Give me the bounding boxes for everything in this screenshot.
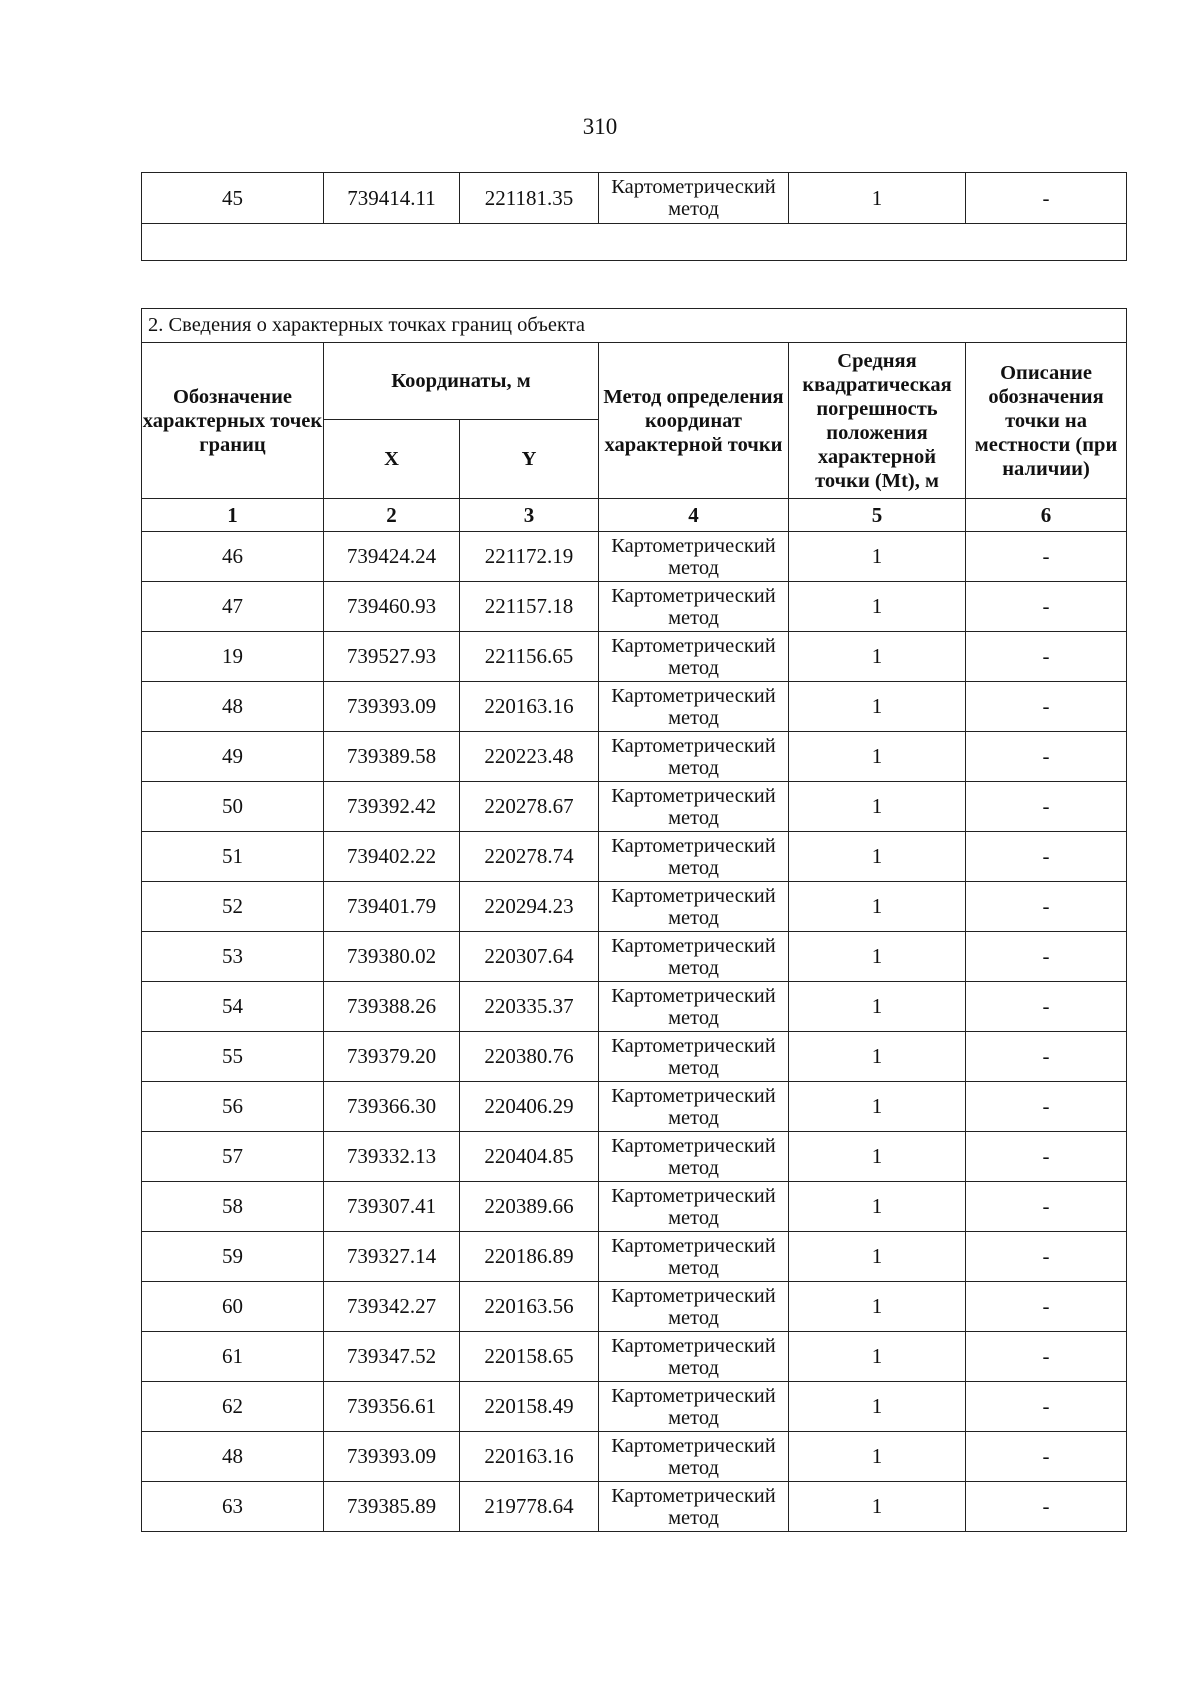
y-coordinate-cell: 220163.56	[460, 1282, 599, 1332]
y-coordinate-cell: 220294.23	[460, 882, 599, 932]
y-coordinate-cell: 220380.76	[460, 1032, 599, 1082]
x-coordinate-cell: 739356.61	[324, 1382, 460, 1432]
table-row	[142, 1482, 1127, 1532]
method-cell: Картометрический метод	[599, 173, 789, 224]
method-cell: Картометрический метод	[599, 1132, 789, 1182]
table-row	[142, 1232, 1127, 1282]
error-cell: 1	[789, 882, 966, 932]
description-cell: -	[966, 1332, 1127, 1382]
x-coordinate-cell: 739379.20	[324, 1032, 460, 1082]
description-cell: -	[966, 832, 1127, 882]
x-coordinate-cell: 739527.93	[324, 632, 460, 682]
x-coordinate-cell: 739424.24	[324, 532, 460, 582]
y-coordinate-cell: 221156.65	[460, 632, 599, 682]
x-coordinate-cell: 739342.27	[324, 1282, 460, 1332]
header-method: Метод определения координат характерной точки	[599, 343, 789, 499]
column-number: 2	[324, 499, 460, 532]
point-id-cell: 61	[142, 1332, 324, 1382]
description-cell: -	[966, 1232, 1127, 1282]
header-y: Y	[460, 420, 599, 499]
error-cell: 1	[789, 1182, 966, 1232]
blank-cell	[142, 224, 1127, 261]
description-cell: -	[966, 1432, 1127, 1482]
method-cell: Картометрический метод	[599, 882, 789, 932]
x-coordinate-cell: 739327.14	[324, 1232, 460, 1282]
point-id-cell: 63	[142, 1482, 324, 1532]
table-row	[142, 932, 1127, 982]
column-number: 1	[142, 499, 324, 532]
error-cell: 1	[789, 1132, 966, 1182]
table-row	[142, 1282, 1127, 1332]
method-cell: Картометрический метод	[599, 1232, 789, 1282]
description-cell: -	[966, 1082, 1127, 1132]
x-coordinate-cell: 739414.11	[324, 173, 460, 224]
x-coordinate-cell: 739393.09	[324, 1432, 460, 1482]
point-id-cell: 48	[142, 682, 324, 732]
table-row	[142, 832, 1127, 882]
x-coordinate-cell: 739460.93	[324, 582, 460, 632]
description-cell: -	[966, 173, 1127, 224]
table-row	[142, 982, 1127, 1032]
description-cell: -	[966, 632, 1127, 682]
column-number: 4	[599, 499, 789, 532]
method-cell: Картометрический метод	[599, 782, 789, 832]
y-coordinate-cell: 220186.89	[460, 1232, 599, 1282]
y-coordinate-cell: 220335.37	[460, 982, 599, 1032]
error-cell: 1	[789, 982, 966, 1032]
point-id-cell: 51	[142, 832, 324, 882]
section-caption: 2. Сведения о характерных точках границ объекта	[142, 309, 1127, 343]
error-cell: 1	[789, 1432, 966, 1482]
description-cell: -	[966, 532, 1127, 582]
method-cell: Картометрический метод	[599, 1482, 789, 1532]
description-cell: -	[966, 882, 1127, 932]
error-cell: 1	[789, 782, 966, 832]
x-coordinate-cell: 739401.79	[324, 882, 460, 932]
error-cell: 1	[789, 1282, 966, 1332]
point-id-cell: 48	[142, 1432, 324, 1482]
method-cell: Картометрический метод	[599, 632, 789, 682]
method-cell: Картометрический метод	[599, 1032, 789, 1082]
point-id-cell: 45	[142, 173, 324, 224]
description-cell: -	[966, 1482, 1127, 1532]
table-row	[142, 882, 1127, 932]
point-id-cell: 53	[142, 932, 324, 982]
method-cell: Картометрический метод	[599, 982, 789, 1032]
description-cell: -	[966, 1282, 1127, 1332]
table-row	[142, 1432, 1127, 1482]
header-description: Описание обозначения точки на местности (при наличии)	[966, 343, 1127, 499]
error-cell: 1	[789, 832, 966, 882]
method-cell: Картометрический метод	[599, 932, 789, 982]
table-body	[142, 532, 1127, 1532]
description-cell: -	[966, 1382, 1127, 1432]
x-coordinate-cell: 739347.52	[324, 1332, 460, 1382]
section-caption-row	[142, 309, 1127, 343]
point-id-cell: 55	[142, 1032, 324, 1082]
method-cell: Картометрический метод	[599, 1332, 789, 1382]
column-number: 5	[789, 499, 966, 532]
header-designation: Обозначение характерных точек границ	[142, 343, 324, 499]
error-cell: 1	[789, 932, 966, 982]
table-row	[142, 173, 1127, 224]
table-row	[142, 1032, 1127, 1082]
description-cell: -	[966, 582, 1127, 632]
method-cell: Картометрический метод	[599, 1082, 789, 1132]
y-coordinate-cell: 221172.19	[460, 532, 599, 582]
method-cell: Картометрический метод	[599, 732, 789, 782]
description-cell: -	[966, 782, 1127, 832]
point-id-cell: 19	[142, 632, 324, 682]
page-number: 310	[582, 114, 618, 139]
x-coordinate-cell: 739393.09	[324, 682, 460, 732]
error-cell: 1	[789, 582, 966, 632]
method-cell: Картометрический метод	[599, 582, 789, 632]
point-id-cell: 62	[142, 1382, 324, 1432]
error-cell: 1	[789, 732, 966, 782]
y-coordinate-cell: 220307.64	[460, 932, 599, 982]
table-row	[142, 732, 1127, 782]
table-row	[142, 1382, 1127, 1432]
y-coordinate-cell: 219778.64	[460, 1482, 599, 1532]
table-row	[142, 782, 1127, 832]
point-id-cell: 54	[142, 982, 324, 1032]
x-coordinate-cell: 739389.58	[324, 732, 460, 782]
column-number: 3	[460, 499, 599, 532]
column-number: 6	[966, 499, 1127, 532]
error-cell: 1	[789, 632, 966, 682]
table-row	[142, 632, 1127, 682]
point-id-cell: 60	[142, 1282, 324, 1332]
y-coordinate-cell: 220406.29	[460, 1082, 599, 1132]
description-cell: -	[966, 732, 1127, 782]
method-cell: Картометрический метод	[599, 1282, 789, 1332]
header-row	[142, 343, 1127, 420]
x-coordinate-cell: 739385.89	[324, 1482, 460, 1532]
description-cell: -	[966, 982, 1127, 1032]
table-row	[142, 532, 1127, 582]
y-coordinate-cell: 220223.48	[460, 732, 599, 782]
x-coordinate-cell: 739402.22	[324, 832, 460, 882]
description-cell: -	[966, 1132, 1127, 1182]
point-id-cell: 57	[142, 1132, 324, 1182]
table-row	[142, 1132, 1127, 1182]
x-coordinate-cell: 739366.30	[324, 1082, 460, 1132]
method-cell: Картометрический метод	[599, 1182, 789, 1232]
table-row	[142, 682, 1127, 732]
x-coordinate-cell: 739388.26	[324, 982, 460, 1032]
description-cell: -	[966, 682, 1127, 732]
header-error: Средняя квадратическая погрешность положения характерной точки (Mt), м	[789, 343, 966, 499]
error-cell: 1	[789, 1232, 966, 1282]
error-cell: 1	[789, 1082, 966, 1132]
y-coordinate-cell: 220158.49	[460, 1382, 599, 1432]
method-cell: Картометрический метод	[599, 1382, 789, 1432]
point-id-cell: 47	[142, 582, 324, 632]
header-x: X	[324, 420, 460, 499]
table-row	[142, 582, 1127, 632]
point-id-cell: 49	[142, 732, 324, 782]
method-cell: Картометрический метод	[599, 832, 789, 882]
y-coordinate-cell: 220278.67	[460, 782, 599, 832]
point-id-cell: 46	[142, 532, 324, 582]
description-cell: -	[966, 932, 1127, 982]
header-coordinates: Координаты, м	[324, 343, 599, 420]
point-id-cell: 52	[142, 882, 324, 932]
x-coordinate-cell: 739307.41	[324, 1182, 460, 1232]
table-row	[142, 1182, 1127, 1232]
y-coordinate-cell: 220158.65	[460, 1332, 599, 1382]
blank-row	[142, 224, 1127, 261]
error-cell: 1	[789, 1482, 966, 1532]
error-cell: 1	[789, 682, 966, 732]
y-coordinate-cell: 221181.35	[460, 173, 599, 224]
method-cell: Картометрический метод	[599, 1432, 789, 1482]
error-cell: 1	[789, 173, 966, 224]
boundary-points-table	[141, 308, 1127, 1532]
y-coordinate-cell: 220163.16	[460, 682, 599, 732]
method-cell: Картометрический метод	[599, 682, 789, 732]
x-coordinate-cell: 739392.42	[324, 782, 460, 832]
error-cell: 1	[789, 1332, 966, 1382]
error-cell: 1	[789, 1382, 966, 1432]
y-coordinate-cell: 220278.74	[460, 832, 599, 882]
y-coordinate-cell: 220389.66	[460, 1182, 599, 1232]
table-row	[142, 1332, 1127, 1382]
y-coordinate-cell: 220404.85	[460, 1132, 599, 1182]
continuation-table	[141, 172, 1127, 261]
y-coordinate-cell: 221157.18	[460, 582, 599, 632]
description-cell: -	[966, 1032, 1127, 1082]
error-cell: 1	[789, 532, 966, 582]
table-row	[142, 1082, 1127, 1132]
x-coordinate-cell: 739380.02	[324, 932, 460, 982]
point-id-cell: 50	[142, 782, 324, 832]
description-cell: -	[966, 1182, 1127, 1232]
point-id-cell: 56	[142, 1082, 324, 1132]
point-id-cell: 59	[142, 1232, 324, 1282]
y-coordinate-cell: 220163.16	[460, 1432, 599, 1482]
error-cell: 1	[789, 1032, 966, 1082]
x-coordinate-cell: 739332.13	[324, 1132, 460, 1182]
column-number-row	[142, 499, 1127, 532]
method-cell: Картометрический метод	[599, 532, 789, 582]
point-id-cell: 58	[142, 1182, 324, 1232]
